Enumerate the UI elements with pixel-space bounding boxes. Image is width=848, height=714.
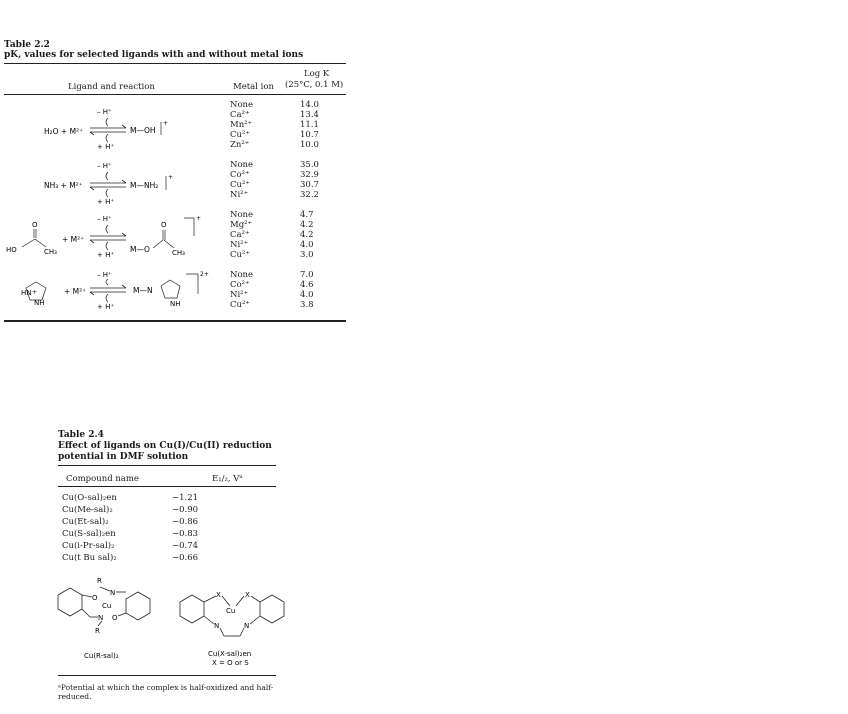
compound-name: Cu(Me-sal)₂ [62,505,113,515]
header-logk: Log K [304,69,330,79]
metal-ion: Cu²⁺ [230,180,250,190]
metal-ion: None [230,160,254,170]
structure-2-sublabel: X = O or S [212,659,249,667]
reaction-ammonia-scheme [0,160,220,210]
logk-value: 14.0 [300,100,319,110]
metal-ion: Mn²⁺ [230,120,253,130]
compound-name: Cu(t Bu sal)₂ [62,553,117,563]
header-rule [4,94,346,95]
svg-text:N: N [244,622,250,630]
label-ho: HO [6,246,17,254]
metal-ion: Ca²⁺ [230,230,250,240]
logk-value: 4.6 [300,280,314,290]
compound-name: Cu(Et-sal)₂ [62,517,109,527]
svg-text:+: + [163,120,169,127]
logk-value: 3.8 [300,300,314,310]
svg-text:Cu: Cu [102,602,112,610]
logk-value: 4.2 [300,220,314,230]
product-m-oh: M—OH [130,126,156,135]
logk-list-acetate [300,210,314,260]
logk-value: 4.0 [300,240,314,250]
logk-value: 7.0 [300,270,314,280]
svg-text:NH: NH [170,300,181,308]
logk-value: 32.2 [300,190,319,200]
arrow-label-bottom: + H⁺ [97,143,115,151]
table-2-4-caption-line2: potential in DMF solution [58,452,189,462]
reactant-ammonia: NH₃ + M²⁺ [44,181,83,190]
svg-text:2+: 2+ [200,271,209,278]
logk-value: 4.2 [300,230,314,240]
svg-text:N: N [110,589,116,597]
svg-text:Cu: Cu [226,607,236,615]
logk-value: 11.1 [300,120,319,130]
metal-ion: Zn²⁺ [230,140,250,150]
metal-ion: Cu²⁺ [230,300,250,310]
header-metal-ion: Metal ion [233,82,274,92]
metal-ion: None [230,210,254,220]
logk-list-imidazole [300,270,314,310]
metal-ion: Ca²⁺ [230,110,250,120]
metal-ion: Cu²⁺ [230,250,250,260]
svg-text:+: + [168,174,174,181]
arrow-label-top: – H⁺ [97,162,112,170]
product-m-n: M—N [133,286,153,295]
metal-ion: Co²⁺ [230,280,250,290]
metal-ion: Ni²⁺ [230,240,249,250]
reaction-imidazole-scheme [0,270,225,316]
logk-list-water [300,100,319,150]
table-2-2-caption: pK, values for selected ligands with and without metal ions [4,50,304,60]
metal-ion: None [230,270,254,280]
logk-value: 4.0 [300,290,314,300]
table-2-4-caption-line1: Effect of ligands on Cu(I)/Cu(II) reduction [58,441,272,451]
table-2-4-bottom-rule [58,675,276,676]
potential-value: −0.90 [172,505,199,515]
metal-ion: Cu²⁺ [230,130,250,140]
table-2-4-number: Table 2.4 [58,430,104,440]
logk-value: 13.4 [300,110,319,120]
potential-value: −0.74 [172,541,199,551]
table-2-4-top-rule [58,465,276,466]
logk-value: 30.7 [300,180,319,190]
reactant-water: H₂O + M²⁺ [44,127,84,136]
svg-text:R: R [97,577,102,585]
product-m-nh2: M—NH₂ [130,181,159,190]
svg-text:N: N [98,614,104,622]
svg-text:+: + [32,289,38,296]
structure-1-label: Cu(R-sal)₂ [84,652,119,660]
label-ch3: CH₃ [44,248,57,256]
svg-text:O: O [161,221,167,229]
metal-list-acetate [230,210,253,260]
reaction-acetate-scheme [0,210,225,266]
structure-cu-r-sal2 [40,575,160,665]
table-2-4-header-rule [58,486,276,487]
metal-ion: Ni²⁺ [230,190,249,200]
potential-list [172,492,198,564]
svg-text:O: O [32,221,38,229]
label-hn: HN [21,289,32,297]
header-logk-conditions: (25°C, 0.1 M) [285,80,344,90]
svg-text:O: O [92,594,98,602]
svg-text:N: N [214,622,220,630]
logk-value: 3.0 [300,250,314,260]
metal-ion: Ni²⁺ [230,290,249,300]
header-compound-name: Compound name [66,474,139,484]
svg-text:X: X [245,591,250,599]
compound-name: Cu(S-sal)₂en [62,529,116,539]
compound-name: Cu(O-sal)₂en [62,493,117,503]
arrow-label-bottom: + H⁺ [97,251,115,259]
header-e-half: E₁/₂, Vᵃ [212,474,243,484]
reactant-acetate: + M²⁺ [62,235,85,244]
metal-ion: Mg²⁺ [230,220,253,230]
arrow-label-top: – H⁺ [97,108,112,116]
svg-text:CH₃: CH₃ [172,249,185,257]
arrow-label-top: – H⁺ [97,215,112,223]
metal-list-ammonia [230,160,253,200]
logk-value: 10.0 [300,140,319,150]
metal-ion: None [230,100,254,110]
compound-list [62,492,117,564]
logk-list-ammonia [300,160,319,200]
arrow-label-top: – H⁺ [97,271,112,279]
product-m-o: M—O [130,245,150,254]
table-top-rule [4,63,346,64]
table-2-4-footnote: ᵃPotential at which the complex is half-oxidized and half-reduced. [58,683,274,701]
arrow-label-bottom: + H⁺ [97,303,115,311]
potential-value: −0.66 [172,553,199,563]
metal-list-water [230,100,253,150]
logk-value: 10.7 [300,130,319,140]
structure-2-label: Cu(X-sal)₂en [208,650,252,658]
table-2-2-number: Table 2.2 [4,40,50,50]
arrow-label-bottom: + H⁺ [97,198,115,206]
table-bottom-rule [4,320,346,322]
logk-value: 32.9 [300,170,319,180]
header-ligand: Ligand and reaction [68,82,155,92]
svg-text:+: + [196,215,202,222]
logk-value: 35.0 [300,160,319,170]
metal-ion: Co²⁺ [230,170,250,180]
svg-text:O: O [112,614,118,622]
metal-list-imidazole [230,270,253,310]
compound-name: Cu(i-Pr-sal)₂ [62,541,115,551]
svg-text:X: X [216,591,221,599]
potential-value: −0.86 [172,517,199,527]
label-nh: NH [34,299,45,307]
potential-value: −1.21 [172,493,199,503]
potential-value: −0.83 [172,529,199,539]
reactant-imidazole: + M²⁺ [64,287,87,296]
reaction-water-scheme [0,100,220,154]
svg-text:R: R [95,627,100,635]
structure-cu-x-sal2en [172,580,292,672]
logk-value: 4.7 [300,210,314,220]
